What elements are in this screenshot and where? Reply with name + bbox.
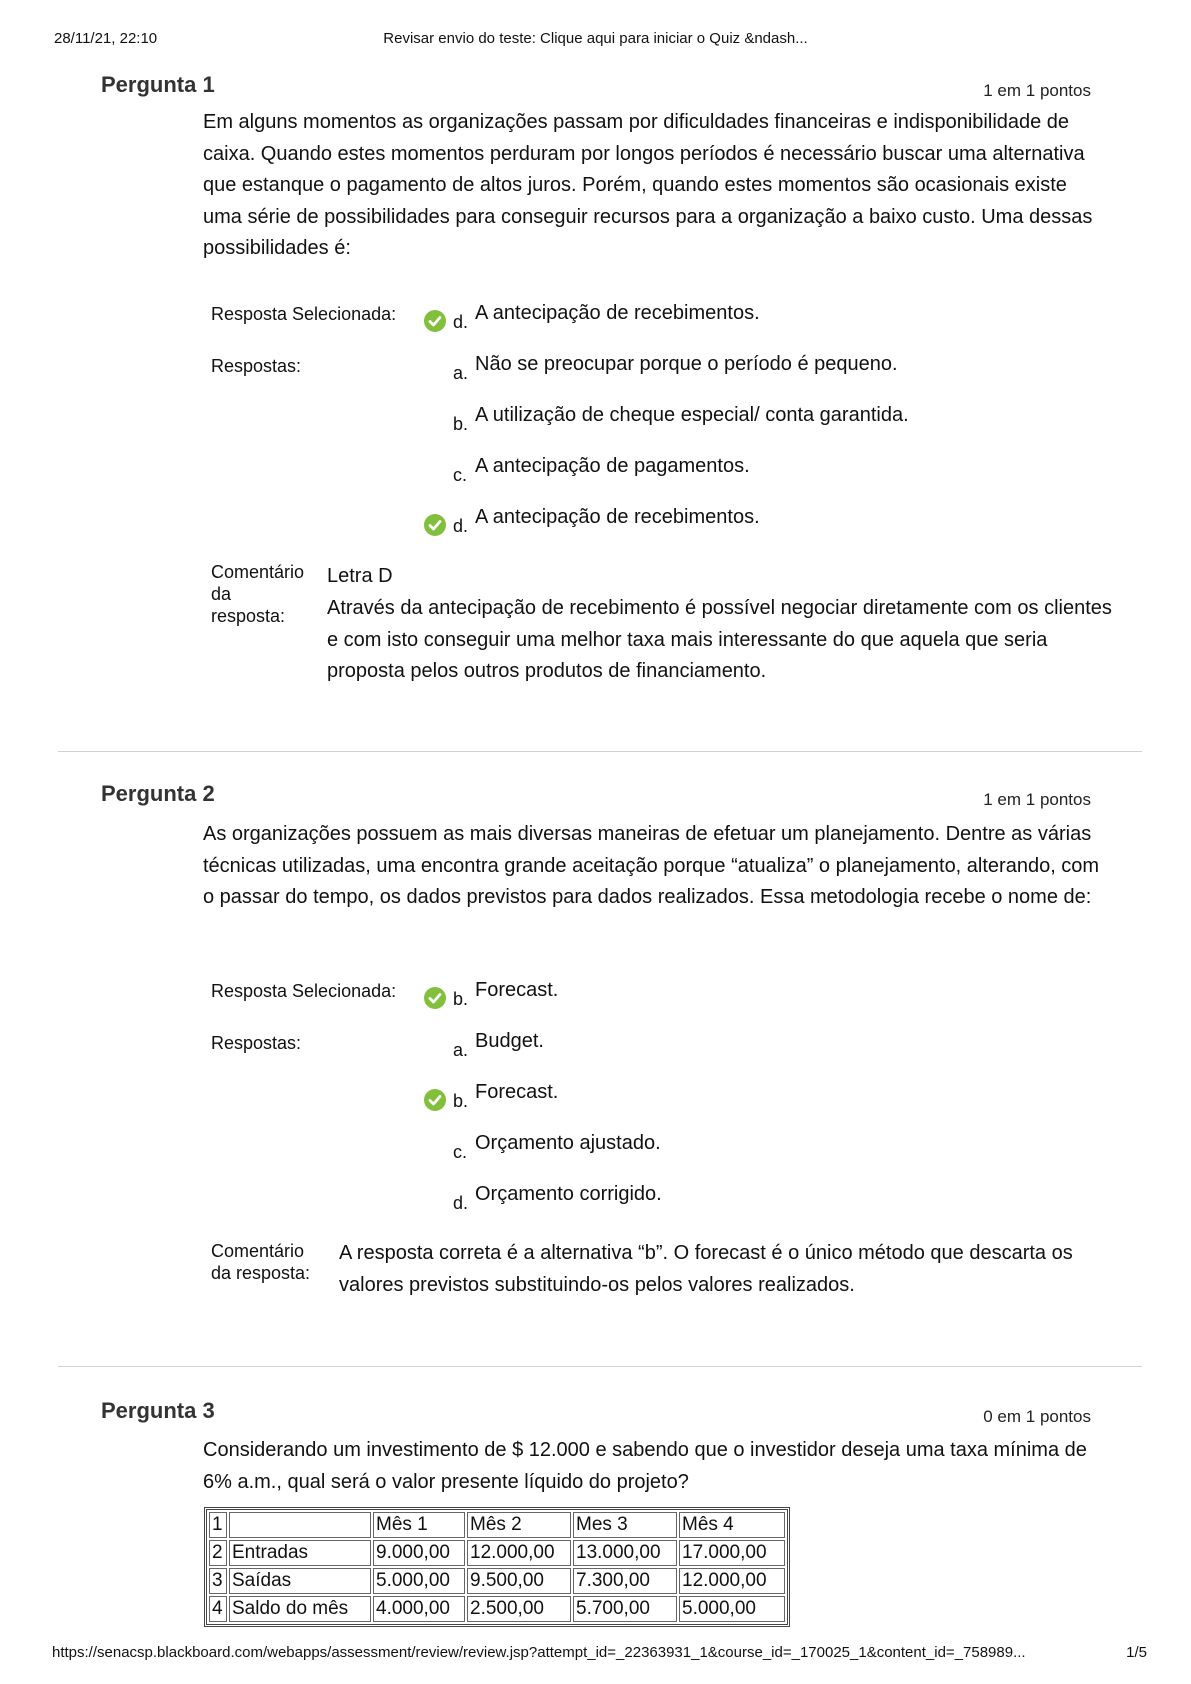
answer-letter: b. [453, 989, 469, 1009]
table-row [209, 1512, 785, 1538]
answer-text: Não se preocupar porque o período é pequeno. [475, 353, 898, 375]
answers-label: Respostas: [211, 356, 302, 376]
table-cell: 9.000,00 [373, 1540, 465, 1566]
divider [58, 751, 1142, 752]
print-date: 28/11/21, 22:10 [54, 30, 158, 47]
answer-text: Budget. [475, 1030, 544, 1052]
table-cell: 7.300,00 [573, 1568, 677, 1594]
check-icon [424, 514, 446, 536]
table-cell: Mês 2 [467, 1512, 571, 1538]
question-text: Considerando um investimento de $ 12.000 e sabendo que o investidor deseja uma taxa mínima de 6% a.m., qual será o valor presente líquido do projeto? [203, 1439, 1087, 1493]
question-points: 0 em 1 pontos [983, 1407, 1091, 1426]
answer-text: A antecipação de recebimentos. [475, 302, 760, 324]
comment-text: Através da antecipação de recebimento é possível negociar diretamente com os clientes e com isto conseguir uma melhor taxa mais interessante do que aquela que seria proposta pelos outros produtos de financiamento. [327, 597, 1112, 682]
answer-letter: a. [453, 363, 469, 383]
question-points: 1 em 1 pontos [983, 81, 1091, 100]
print-footer [0, 1644, 1191, 1664]
answer-text: A antecipação de pagamentos. [475, 455, 750, 477]
answer-letter: c. [453, 465, 468, 485]
answer-letter: c. [453, 1142, 468, 1162]
print-title: Revisar envio do teste: Clique aqui para iniciar o Quiz &ndash... [383, 30, 808, 47]
question-points: 1 em 1 pontos [983, 790, 1091, 809]
table-cell: 4 [209, 1596, 227, 1622]
page-number: 1/5 [1126, 1644, 1147, 1661]
table-cell: 9.500,00 [467, 1568, 571, 1594]
question-text: Em alguns momentos as organizações passam por dificuldades financeiras e indisponibilidade de caixa. Quando estes momentos perduram por longos períodos é necessário buscar uma alternativa que estanque o pagamento de altos juros. Porém, quando estes momentos são ocasionais existe uma série de possibilidades para conseguir recursos para a organização a baixo custo. Uma dessas possibilidades é: [203, 111, 1093, 259]
answer-letter: d. [453, 516, 469, 536]
table-cell [229, 1512, 371, 1538]
comment-label: Comentário da resposta: [211, 1241, 311, 1283]
table-cell: Saídas [229, 1568, 371, 1594]
table-cell: 17.000,00 [679, 1540, 785, 1566]
answer-option-d [418, 506, 1118, 536]
selected-answer-label: Resposta Selecionada: [211, 981, 397, 1001]
selected-answer [418, 302, 1118, 332]
table-cell: 12.000,00 [679, 1568, 785, 1594]
selected-answer [418, 979, 1118, 1009]
table-cell: 5.000,00 [679, 1596, 785, 1622]
answer-letter: d. [453, 312, 469, 332]
table-row [209, 1540, 785, 1566]
question-title: Pergunta 2 [101, 781, 215, 806]
question-title: Pergunta 3 [101, 1398, 215, 1423]
table-cell: 13.000,00 [573, 1540, 677, 1566]
answer-letter: b. [453, 414, 469, 434]
cash-flow-table [204, 1507, 790, 1627]
table-cell: Mes 3 [573, 1512, 677, 1538]
answer-letter: a. [453, 1040, 469, 1060]
table-cell: 1 [209, 1512, 227, 1538]
table-cell: Mês 1 [373, 1512, 465, 1538]
table-cell: 12.000,00 [467, 1540, 571, 1566]
page-url: https://senacsp.blackboard.com/webapps/assessment/review/review.jsp?attempt_id=_22363931_1&course_id=_170025_1&content_id=_758989... [52, 1644, 1026, 1661]
comment-text: A resposta correta é a alternativa “b”. O forecast é o único método que descarta os valores previstos substituindo-os pelos valores realizados. [339, 1242, 1073, 1296]
table-row [209, 1568, 785, 1594]
divider [58, 1366, 1142, 1367]
comment-label: Comentário da resposta: [211, 562, 305, 626]
table-cell: 3 [209, 1568, 227, 1594]
answer-text: Orçamento corrigido. [475, 1183, 662, 1205]
answer-text: Forecast. [475, 979, 559, 1001]
answer-option-c [418, 455, 1118, 485]
question-title: Pergunta 1 [101, 72, 215, 97]
answer-option-a [418, 1030, 1118, 1060]
table-cell: 4.000,00 [373, 1596, 465, 1622]
answer-text: Orçamento ajustado. [475, 1132, 661, 1154]
answer-text: A utilização de cheque especial/ conta garantida. [475, 404, 909, 426]
table-cell: Saldo do mês [229, 1596, 371, 1622]
answer-option-b [418, 1081, 1118, 1111]
answer-option-d [418, 1183, 1118, 1213]
table-cell: 5.700,00 [573, 1596, 677, 1622]
table-cell: Mês 4 [679, 1512, 785, 1538]
table-row [209, 1596, 785, 1622]
table-cell: Entradas [229, 1540, 371, 1566]
answer-option-b [418, 404, 1118, 434]
print-header [0, 30, 1191, 50]
answer-letter: d. [453, 1193, 469, 1213]
table-cell: 2.500,00 [467, 1596, 571, 1622]
question-text: As organizações possuem as mais diversas maneiras de efetuar um planejamento. Dentre as várias técnicas utilizadas, uma encontra grande aceitação porque “atualiza” o planejamento, alterando, com o passar do tempo, os dados previstos para dados realizados. Essa metodologia recebe o nome de: [203, 823, 1100, 908]
answer-text: Forecast. [475, 1081, 559, 1103]
comment-title: Letra D [327, 565, 393, 587]
answer-letter: b. [453, 1091, 469, 1111]
answer-option-c [418, 1132, 1118, 1162]
answers-label: Respostas: [211, 1033, 302, 1053]
check-icon [424, 310, 446, 332]
answer-text: A antecipação de recebimentos. [475, 506, 760, 528]
selected-answer-label: Resposta Selecionada: [211, 304, 397, 324]
check-icon [424, 1089, 446, 1111]
table-cell: 5.000,00 [373, 1568, 465, 1594]
answer-option-a [418, 353, 1118, 383]
table-cell: 2 [209, 1540, 227, 1566]
check-icon [424, 987, 446, 1009]
